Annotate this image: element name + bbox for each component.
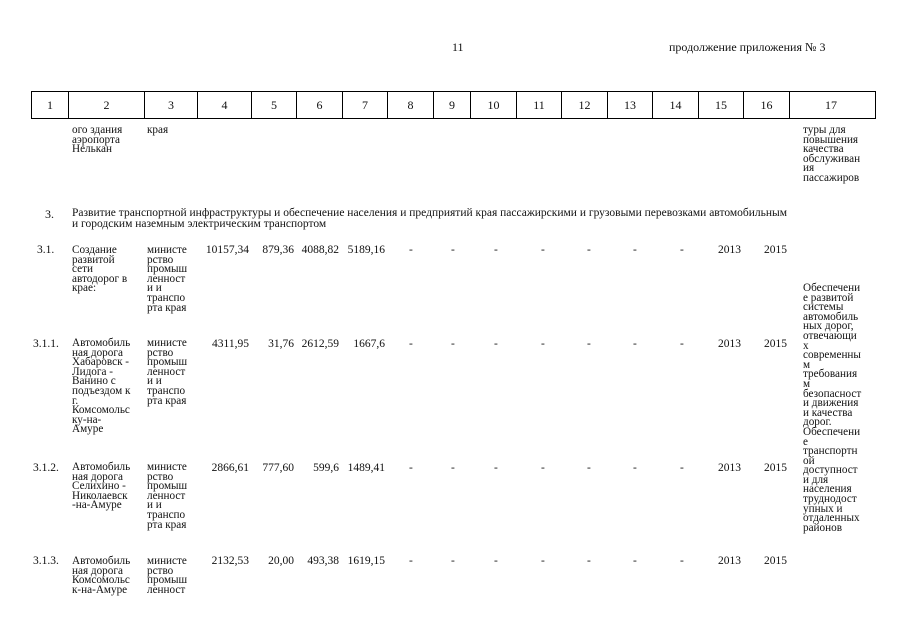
col-header: 10 xyxy=(471,92,517,118)
col-header: 16 xyxy=(744,92,790,118)
cell-start-year: 2013 xyxy=(718,338,741,350)
cell-dash: - xyxy=(451,338,455,350)
carryover-name: ого здания аэропорта Нелькан xyxy=(72,124,123,156)
cell-end-year: 2015 xyxy=(764,244,787,256)
cell-dash: - xyxy=(409,555,413,567)
cell-dash: - xyxy=(587,338,591,350)
cell-dash: - xyxy=(451,244,455,256)
col-header: 7 xyxy=(343,92,388,118)
row-name: Автомобиль ная дорога Хабаровск - Лидога - Ванино с подъездом к г. Комсомольс ку-на- Амуре xyxy=(72,337,131,436)
cell-dash: - xyxy=(541,462,545,474)
col-header: 6 xyxy=(297,92,343,118)
col-header: 4 xyxy=(198,92,252,118)
cell-dash: - xyxy=(451,555,455,567)
row-number: 3.1.2. xyxy=(33,462,59,474)
cell-dash: - xyxy=(633,462,637,474)
cell-dash: - xyxy=(409,244,413,256)
row-number: 3.1. xyxy=(37,244,55,256)
cell-dash: - xyxy=(494,338,498,350)
cell-dash: - xyxy=(451,462,455,474)
cell-dash: - xyxy=(680,462,684,474)
expected-result: Обеспечени е развитой системы автомобиль ных дорог, отвечающи х современны м требования м безопасност и движения и качества дорог. Обеспечени е транспортн ой доступност и для населения труднодост упных и отдаленных районов xyxy=(803,282,862,534)
cell-value: 1667,6 xyxy=(353,338,385,350)
col-header: 14 xyxy=(653,92,699,118)
cell-value: 1619,15 xyxy=(347,555,385,567)
page-number: 11 xyxy=(452,40,464,54)
cell-end-year: 2015 xyxy=(764,462,787,474)
col-header: 1 xyxy=(32,92,69,118)
carryover-result: туры для повышения качества обслуживан ия пассажиров xyxy=(803,124,861,184)
row-executor: министе рство промыш ленност xyxy=(147,555,188,596)
cell-dash: - xyxy=(494,462,498,474)
cell-start-year: 2013 xyxy=(718,555,741,567)
cell-value: 4088,82 xyxy=(301,244,339,256)
cell-dash: - xyxy=(680,555,684,567)
cell-dash: - xyxy=(409,338,413,350)
cell-end-year: 2015 xyxy=(764,555,787,567)
cell-dash: - xyxy=(633,338,637,350)
row-name: Автомобиль ная дорога Комсомольс к-на-Амуре xyxy=(72,555,131,596)
cell-value: 777,60 xyxy=(262,462,294,474)
cell-total: 4311,95 xyxy=(212,338,249,350)
cell-value: 493,38 xyxy=(307,555,339,567)
row-executor: министе рство промыш ленност и и транспо рта края xyxy=(147,337,188,407)
row-number: 3.1.3. xyxy=(33,555,59,567)
cell-end-year: 2015 xyxy=(764,338,787,350)
row-name: Создание развитой сети автодорог в крае: xyxy=(72,244,128,295)
cell-dash: - xyxy=(633,555,637,567)
section-title: Развитие транспортной инфраструктуры и обеспечение населения и предприятий края пассажирскими и грузовыми перевозками автомобильным и городским наземным электрическим транспортом xyxy=(72,207,788,230)
cell-dash: - xyxy=(587,555,591,567)
cell-total: 2132,53 xyxy=(211,555,249,567)
cell-dash: - xyxy=(633,244,637,256)
cell-value: 2612,59 xyxy=(301,338,339,350)
cell-value: 879,36 xyxy=(262,244,294,256)
col-header: 8 xyxy=(388,92,434,118)
cell-dash: - xyxy=(587,244,591,256)
cell-value: 599,6 xyxy=(313,462,339,474)
cell-dash: - xyxy=(680,244,684,256)
col-header: 9 xyxy=(434,92,471,118)
cell-dash: - xyxy=(541,555,545,567)
cell-dash: - xyxy=(494,555,498,567)
col-header: 11 xyxy=(517,92,562,118)
row-executor: министе рство промыш ленност и и транспо рта края xyxy=(147,244,188,314)
cell-dash: - xyxy=(587,462,591,474)
col-header: 17 xyxy=(825,97,837,112)
carryover-executor: края xyxy=(147,124,169,136)
cell-total: 10157,34 xyxy=(205,244,249,256)
row-executor: министе рство промыш ленност и и транспо рта края xyxy=(147,461,188,531)
cell-value: 31,76 xyxy=(268,338,294,350)
col-header: 3 xyxy=(145,92,198,118)
cell-dash: - xyxy=(541,338,545,350)
cell-value: 5189,16 xyxy=(347,244,385,256)
cell-dash: - xyxy=(680,338,684,350)
section-number: 3. xyxy=(45,207,54,221)
cell-dash: - xyxy=(494,244,498,256)
cell-start-year: 2013 xyxy=(718,462,741,474)
cell-dash: - xyxy=(409,462,413,474)
col-header: 12 xyxy=(562,92,608,118)
cell-start-year: 2013 xyxy=(718,244,741,256)
cell-value: 1489,41 xyxy=(347,462,385,474)
cell-total: 2866,61 xyxy=(211,462,249,474)
cell-value: 20,00 xyxy=(268,555,294,567)
row-number: 3.1.1. xyxy=(33,338,59,350)
row-name: Автомобиль ная дорога Селихино - Николаевск -на-Амуре xyxy=(72,461,131,512)
col-header: 5 xyxy=(252,92,297,118)
col-header: 15 xyxy=(699,92,744,118)
col-header: 13 xyxy=(608,92,653,118)
col-header: 2 xyxy=(69,92,145,118)
continuation-label: продолжение приложения № 3 xyxy=(669,40,826,54)
cell-dash: - xyxy=(541,244,545,256)
table-header xyxy=(31,91,876,119)
